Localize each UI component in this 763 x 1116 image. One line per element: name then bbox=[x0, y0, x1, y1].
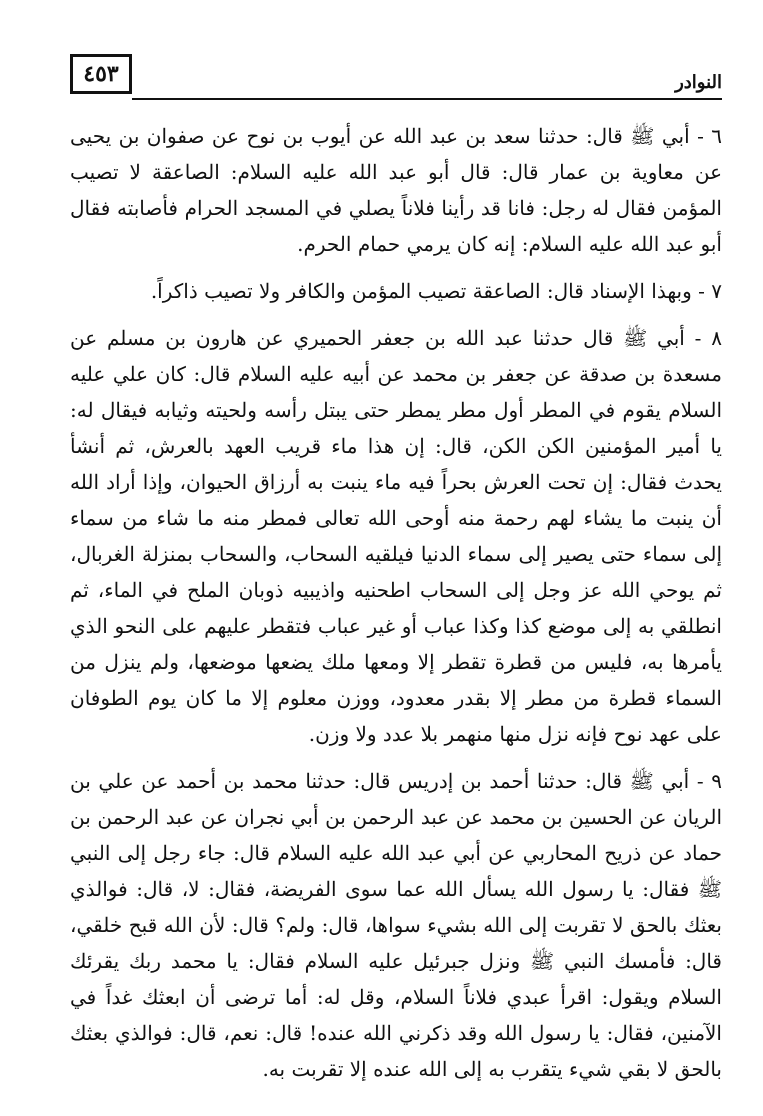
hadith-9: ٩ - أبي ﷺ قال: حدثنا أحمد بن إدريس قال: حدثنا محمد بن أحمد عن علي بن الريان عن الحسين بن محمد عن عبد الرحمن بن أبي نجران عن عبد الرحمن بن حماد عن ذريح المحاربي عن أبي عبد الله عليه السلام قال: جاء رجل إلى النبي ﷺ فقال: يا رسول الله يسأل الله عما سوى الفريضة، فقال: لا، قال: فوالذي بعثك بالحق لا تقربت إلى الله بشيء سواها، قال: ولم؟ قال: لأن الله قبح خلقي، قال: فأمسك النبي ﷺ ونزل جبرئيل عليه السلام فقال: يا محمد ربك يقرئك السلام ويقول: اقرأ عبدي فلاناً السلام، وقل له: أما ترضى أن ابعثك غداً في الآمنين، فقال: يا رسول الله وقد ذكرني الله عنده! قال: نعم، قال: فوالذي بعثك بالحق لا بقي شيء يتقرب به إلى الله عنده إلا تقربت به. bbox=[70, 769, 722, 1081]
hadith-7: ٧ - وبهذا الإسناد قال: الصاعقة تصيب المؤمن والكافر ولا تصيب ذاكراً. bbox=[150, 279, 722, 303]
page-body bbox=[70, 118, 722, 1087]
page-number: ٤٥٣ bbox=[70, 54, 132, 94]
hadith-8: ٨ - أبي ﷺ قال حدثنا عبد الله بن جعفر الحميري عن هارون بن مسلم عن مسعدة بن صدقة عن جعفر بن محمد عن أبيه عليه السلام قال: كان علي عليه السلام يقوم في المطر أول مطر يمطر حتى يبتل رأسه ولحيته وثيابه فيقال له: يا أمير المؤمنين الكن الكن، قال: إن هذا ماء قريب العهد بالعرش، ثم أنشأ يحدث فقال: إن تحت العرش بحراً فيه ماء ينبت به أرزاق الحيوان، وإذا أراد الله أن ينبت ما يشاء لهم رحمة منه أوحى الله تعالى فمطر منه ما شاء من سماء إلى سماء حتى يصير إلى سماء الدنيا فيلقيه السحاب، والسحاب بمنزلة الغربال، ثم يوحي الله عز وجل إلى السحاب اطحنيه واذيبيه ذوبان الملح في الماء، ثم انطلقي به إلى موضع كذا وكذا عباب أو غير عباب فتقطر عليهم على النحو الذي يأمرها به، فليس من قطرة تقطر إلا ومعها ملك يضعها موضعها، ولم ينزل من السماء قطرة من مطر إلا بقدر معدود، ووزن معلوم إلا ما كان يوم الطوفان على عهد نوح فإنه نزل منها منهمر بلا عدد ولا وزن. bbox=[70, 326, 722, 746]
running-title: النوادر bbox=[675, 72, 722, 93]
header-rule bbox=[132, 98, 722, 100]
hadith-6: ٦ - أبي ﷺ قال: حدثنا سعد بن عبد الله عن أيوب بن نوح عن صفوان بن يحيى عن معاوية بن عمار قال: قال أبو عبد الله عليه السلام: الصاعقة لا تصيب المؤمن فقال له رجل: فانا قد رأينا فلاناً يصلي في المسجد الحرام فأصابته فقال أبو عبد الله عليه السلام: إنه كان يرمي حمام الحرم. bbox=[70, 124, 722, 256]
page-header bbox=[70, 52, 722, 104]
